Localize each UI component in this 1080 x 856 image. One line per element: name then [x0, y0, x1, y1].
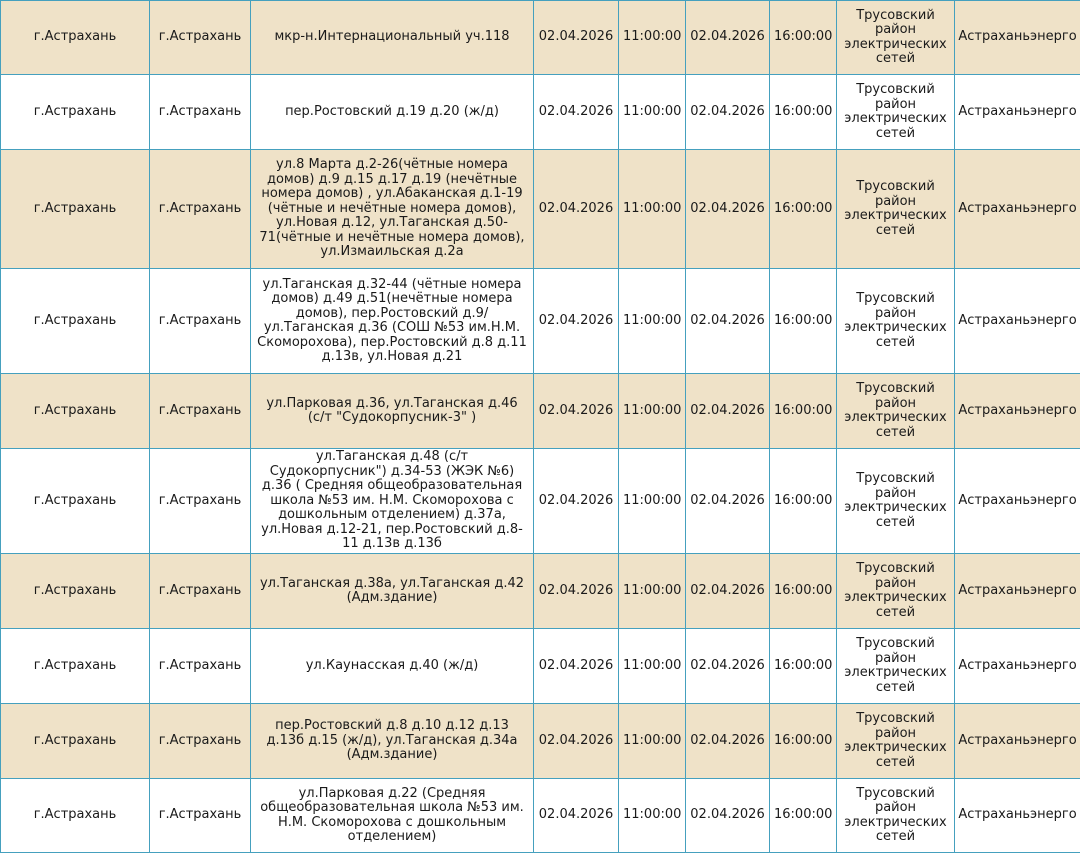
end-time-cell: 16:00:00 — [770, 150, 837, 269]
district-cell: Трусовский район электрических сетей — [837, 449, 955, 554]
table-row — [1, 150, 1080, 269]
table-row — [1, 704, 1080, 779]
district-cell: Трусовский район электрических сетей — [837, 554, 955, 629]
region-cell: г.Астрахань — [1, 704, 150, 779]
end-time-cell: 16:00:00 — [770, 374, 837, 449]
region-cell: г.Астрахань — [1, 374, 150, 449]
end-time-cell: 16:00:00 — [770, 704, 837, 779]
start-date-cell: 02.04.2026 — [534, 75, 619, 150]
table-row — [1, 269, 1080, 374]
table-row — [1, 374, 1080, 449]
district-cell: Трусовский район электрических сетей — [837, 269, 955, 374]
end-date-cell: 02.04.2026 — [686, 629, 770, 704]
region-cell: г.Астрахань — [1, 779, 150, 853]
start-date-cell: 02.04.2026 — [534, 779, 619, 853]
address-cell: ул.Парковая д.36, ул.Таганская д.46 (с/т "Судокорпусник-3" ) — [251, 374, 534, 449]
company-cell: Астраханьэнерго — [955, 704, 1080, 779]
district-cell: Трусовский район электрических сетей — [837, 75, 955, 150]
end-date-cell: 02.04.2026 — [686, 150, 770, 269]
table-row — [1, 449, 1080, 554]
start-time-cell: 11:00:00 — [619, 374, 686, 449]
start-date-cell: 02.04.2026 — [534, 269, 619, 374]
start-date-cell: 02.04.2026 — [534, 629, 619, 704]
city-cell: г.Астрахань — [150, 374, 251, 449]
city-cell: г.Астрахань — [150, 150, 251, 269]
end-time-cell: 16:00:00 — [770, 449, 837, 554]
company-cell: Астраханьэнерго — [955, 629, 1080, 704]
outage-table-body — [1, 1, 1080, 853]
table-row — [1, 779, 1080, 853]
city-cell: г.Астрахань — [150, 779, 251, 853]
end-date-cell: 02.04.2026 — [686, 374, 770, 449]
start-time-cell: 11:00:00 — [619, 779, 686, 853]
company-cell: Астраханьэнерго — [955, 554, 1080, 629]
end-time-cell: 16:00:00 — [770, 554, 837, 629]
district-cell: Трусовский район электрических сетей — [837, 150, 955, 269]
city-cell: г.Астрахань — [150, 1, 251, 75]
address-cell: мкр-н.Интернациональный уч.118 — [251, 1, 534, 75]
company-cell: Астраханьэнерго — [955, 449, 1080, 554]
city-cell: г.Астрахань — [150, 269, 251, 374]
end-date-cell: 02.04.2026 — [686, 704, 770, 779]
address-cell: ул.Таганская д.32-44 (чётные номера домов) д.49 д.51(нечётные номера домов), пер.Ростовский д.9/ ул.Таганская д.36 (СОШ №53 им.Н.М. Скоморохова), пер.Ростовский д.8 д.11 д.13в, ул.Новая д.21 — [251, 269, 534, 374]
start-time-cell: 11:00:00 — [619, 554, 686, 629]
start-date-cell: 02.04.2026 — [534, 1, 619, 75]
table-row — [1, 629, 1080, 704]
start-time-cell: 11:00:00 — [619, 704, 686, 779]
table-row — [1, 554, 1080, 629]
city-cell: г.Астрахань — [150, 629, 251, 704]
company-cell: Астраханьэнерго — [955, 779, 1080, 853]
end-time-cell: 16:00:00 — [770, 629, 837, 704]
end-time-cell: 16:00:00 — [770, 269, 837, 374]
region-cell: г.Астрахань — [1, 629, 150, 704]
end-date-cell: 02.04.2026 — [686, 1, 770, 75]
start-time-cell: 11:00:00 — [619, 150, 686, 269]
region-cell: г.Астрахань — [1, 1, 150, 75]
start-time-cell: 11:00:00 — [619, 1, 686, 75]
start-time-cell: 11:00:00 — [619, 449, 686, 554]
region-cell: г.Астрахань — [1, 75, 150, 150]
address-cell: ул.8 Марта д.2-26(чётные номера домов) д.9 д.15 д.17 д.19 (нечётные номера домов) , ул.Абаканская д.1-19 (чётные и нечётные номера домов), ул.Новая д.12, ул.Таганская д.50-71(чётные и нечётные номера домов), ул.Измаильская д.2а — [251, 150, 534, 269]
city-cell: г.Астрахань — [150, 704, 251, 779]
start-date-cell: 02.04.2026 — [534, 374, 619, 449]
end-date-cell: 02.04.2026 — [686, 779, 770, 853]
end-time-cell: 16:00:00 — [770, 1, 837, 75]
end-date-cell: 02.04.2026 — [686, 449, 770, 554]
company-cell: Астраханьэнерго — [955, 75, 1080, 150]
city-cell: г.Астрахань — [150, 554, 251, 629]
address-cell: пер.Ростовский д.19 д.20 (ж/д) — [251, 75, 534, 150]
region-cell: г.Астрахань — [1, 554, 150, 629]
start-date-cell: 02.04.2026 — [534, 554, 619, 629]
company-cell: Астраханьэнерго — [955, 1, 1080, 75]
start-date-cell: 02.04.2026 — [534, 150, 619, 269]
start-time-cell: 11:00:00 — [619, 269, 686, 374]
start-date-cell: 02.04.2026 — [534, 704, 619, 779]
end-date-cell: 02.04.2026 — [686, 75, 770, 150]
region-cell: г.Астрахань — [1, 269, 150, 374]
address-cell: пер.Ростовский д.8 д.10 д.12 д.13 д.13б д.15 (ж/д), ул.Таганская д.34а (Адм.здание) — [251, 704, 534, 779]
address-cell: ул.Таганская д.48 (с/т Судокорпусник") д.34-53 (ЖЭК №6) д.36 ( Средняя общеобразовательная школа №53 им. Н.М. Скоморохова с дошкольным отделением) д.37а, ул.Новая д.12-21, пер.Ростовский д.8-11 д.13в д.13б — [251, 449, 534, 554]
district-cell: Трусовский район электрических сетей — [837, 779, 955, 853]
table-row — [1, 1, 1080, 75]
start-date-cell: 02.04.2026 — [534, 449, 619, 554]
address-cell: ул.Парковая д.22 (Средняя общеобразовательная школа №53 им. Н.М. Скоморохова с дошкольным отделением) — [251, 779, 534, 853]
region-cell: г.Астрахань — [1, 150, 150, 269]
company-cell: Астраханьэнерго — [955, 374, 1080, 449]
district-cell: Трусовский район электрических сетей — [837, 1, 955, 75]
end-date-cell: 02.04.2026 — [686, 554, 770, 629]
end-date-cell: 02.04.2026 — [686, 269, 770, 374]
region-cell: г.Астрахань — [1, 449, 150, 554]
company-cell: Астраханьэнерго — [955, 269, 1080, 374]
address-cell: ул.Каунасская д.40 (ж/д) — [251, 629, 534, 704]
address-cell: ул.Таганская д.38а, ул.Таганская д.42 (Адм.здание) — [251, 554, 534, 629]
district-cell: Трусовский район электрических сетей — [837, 629, 955, 704]
district-cell: Трусовский район электрических сетей — [837, 704, 955, 779]
city-cell: г.Астрахань — [150, 449, 251, 554]
district-cell: Трусовский район электрических сетей — [837, 374, 955, 449]
table-row — [1, 75, 1080, 150]
end-time-cell: 16:00:00 — [770, 779, 837, 853]
end-time-cell: 16:00:00 — [770, 75, 837, 150]
start-time-cell: 11:00:00 — [619, 629, 686, 704]
city-cell: г.Астрахань — [150, 75, 251, 150]
start-time-cell: 11:00:00 — [619, 75, 686, 150]
company-cell: Астраханьэнерго — [955, 150, 1080, 269]
